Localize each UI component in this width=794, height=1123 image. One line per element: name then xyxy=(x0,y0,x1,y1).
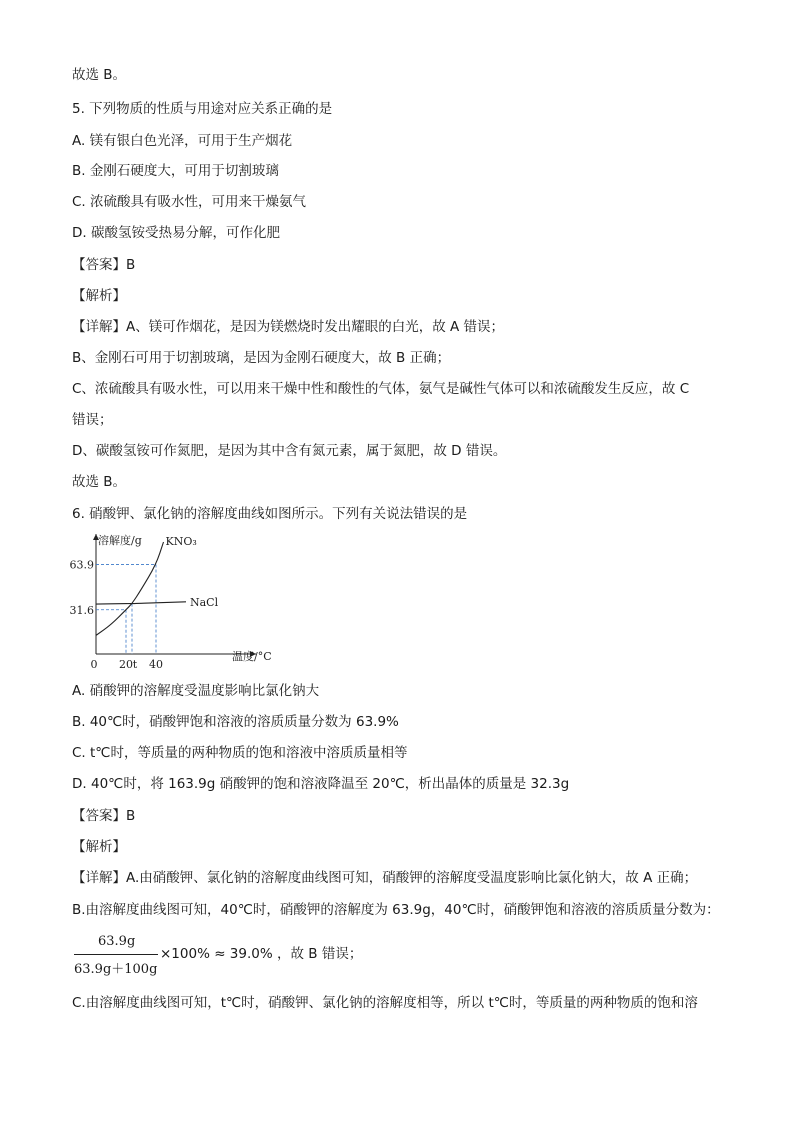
x-tick-label: 40 xyxy=(149,658,163,671)
question-5-detail-d: D、碳酸氢铵可作氮肥，是因为其中含有氮元素，属于氮肥，故 D 错误。 xyxy=(72,443,507,459)
question-6-detail-c: C.由溶解度曲线图可知，t℃时，硝酸钾、氯化钠的溶解度相等，所以 t℃时，等质量的两种物质的饱和溶 xyxy=(72,995,698,1011)
question-6-option-d: D. 40℃时，将 163.9g 硝酸钾的饱和溶液降温至 20℃，析出晶体的质量是 32.3g xyxy=(72,776,570,792)
x-tick-label: 20 xyxy=(119,658,133,671)
solubility-chart xyxy=(69,530,316,679)
y-axis-label: 溶解度/g xyxy=(98,534,142,547)
question-6-analysis-heading: 【解析】 xyxy=(72,839,126,855)
question-5-answer: 【答案】B xyxy=(72,257,136,273)
solubility-chart-svg xyxy=(69,530,316,675)
conclusion-line: 故选 B。 xyxy=(72,67,127,83)
question-6-detail-b: B.由溶解度曲线图可知，40℃时，硝酸钾的溶解度为 63.9g，40℃时，硝酸钾饱和溶液的溶质质量分数为： xyxy=(72,902,720,918)
question-6-option-a: A. 硝酸钾的溶解度受温度影响比氯化钠大 xyxy=(72,683,320,699)
question-6-detail-a: 【详解】A.由硝酸钾、氯化钠的溶解度曲线图可知，硝酸钾的溶解度受温度影响比氯化钠大，故 A 正确； xyxy=(72,870,698,886)
x-tick-label: 0 xyxy=(90,658,98,671)
question-5-detail-c-cont: 错误； xyxy=(72,412,113,428)
fraction-bar xyxy=(74,954,158,955)
fraction-result: ×100% ≈ 39.0% ，故 B 错误； xyxy=(160,946,363,962)
question-6-stem: 6. 硝酸钾、氯化钠的溶解度曲线如图所示。下列有关说法错误的是 xyxy=(72,506,468,522)
question-5-option-a: A. 镁有银白色光泽，可用于生产烟花 xyxy=(72,133,293,149)
question-5-option-b: B. 金刚石硬度大，可用于切割玻璃 xyxy=(72,163,279,179)
y-tick-label: 63.9 xyxy=(69,558,94,572)
question-5-stem: 5. 下列物质的性质与用途对应关系正确的是 xyxy=(72,101,333,117)
question-6-option-b: B. 40℃时，硝酸钾饱和溶液的溶质质量分数为 63.9% xyxy=(72,714,399,730)
question-5-option-d: D. 碳酸氢铵受热易分解，可作化肥 xyxy=(72,225,280,241)
question-5-detail-a: 【详解】A、镁可作烟花，是因为镁燃烧时发出耀眼的白光，故 A 错误； xyxy=(72,319,505,335)
series-curve-nacl xyxy=(96,602,186,604)
question-6-option-c: C. t℃时，等质量的两种物质的饱和溶液中溶质质量相等 xyxy=(72,745,408,761)
question-5-detail-b: B、金刚石可用于切割玻璃，是因为金刚石硬度大，故 B 正确； xyxy=(72,350,451,366)
fraction-numerator: 63.9g xyxy=(98,934,136,949)
conclusion-line: 故选 B。 xyxy=(72,474,127,490)
series-curve-kno3 xyxy=(96,542,164,635)
question-6-answer: 【答案】B xyxy=(72,808,136,824)
series-label-nacl: NaCl xyxy=(190,595,219,609)
question-5-analysis-heading: 【解析】 xyxy=(72,288,126,304)
y-tick-label: 31.6 xyxy=(69,603,94,617)
series-label-kno3: KNO₃ xyxy=(165,535,197,548)
x-axis-label: 温度/°C xyxy=(232,650,272,663)
question-5-detail-c: C、浓硫酸具有吸水性，可以用来干燥中性和酸性的气体，氨气是碱性气体可以和浓硫酸发生反应，故 C xyxy=(72,381,690,397)
question-5-option-c: C. 浓硫酸具有吸水性，可用来干燥氨气 xyxy=(72,194,307,210)
fraction-denominator: 63.9g＋100g xyxy=(74,962,158,977)
x-tick-label: t xyxy=(132,658,138,671)
series-curves xyxy=(96,535,219,635)
